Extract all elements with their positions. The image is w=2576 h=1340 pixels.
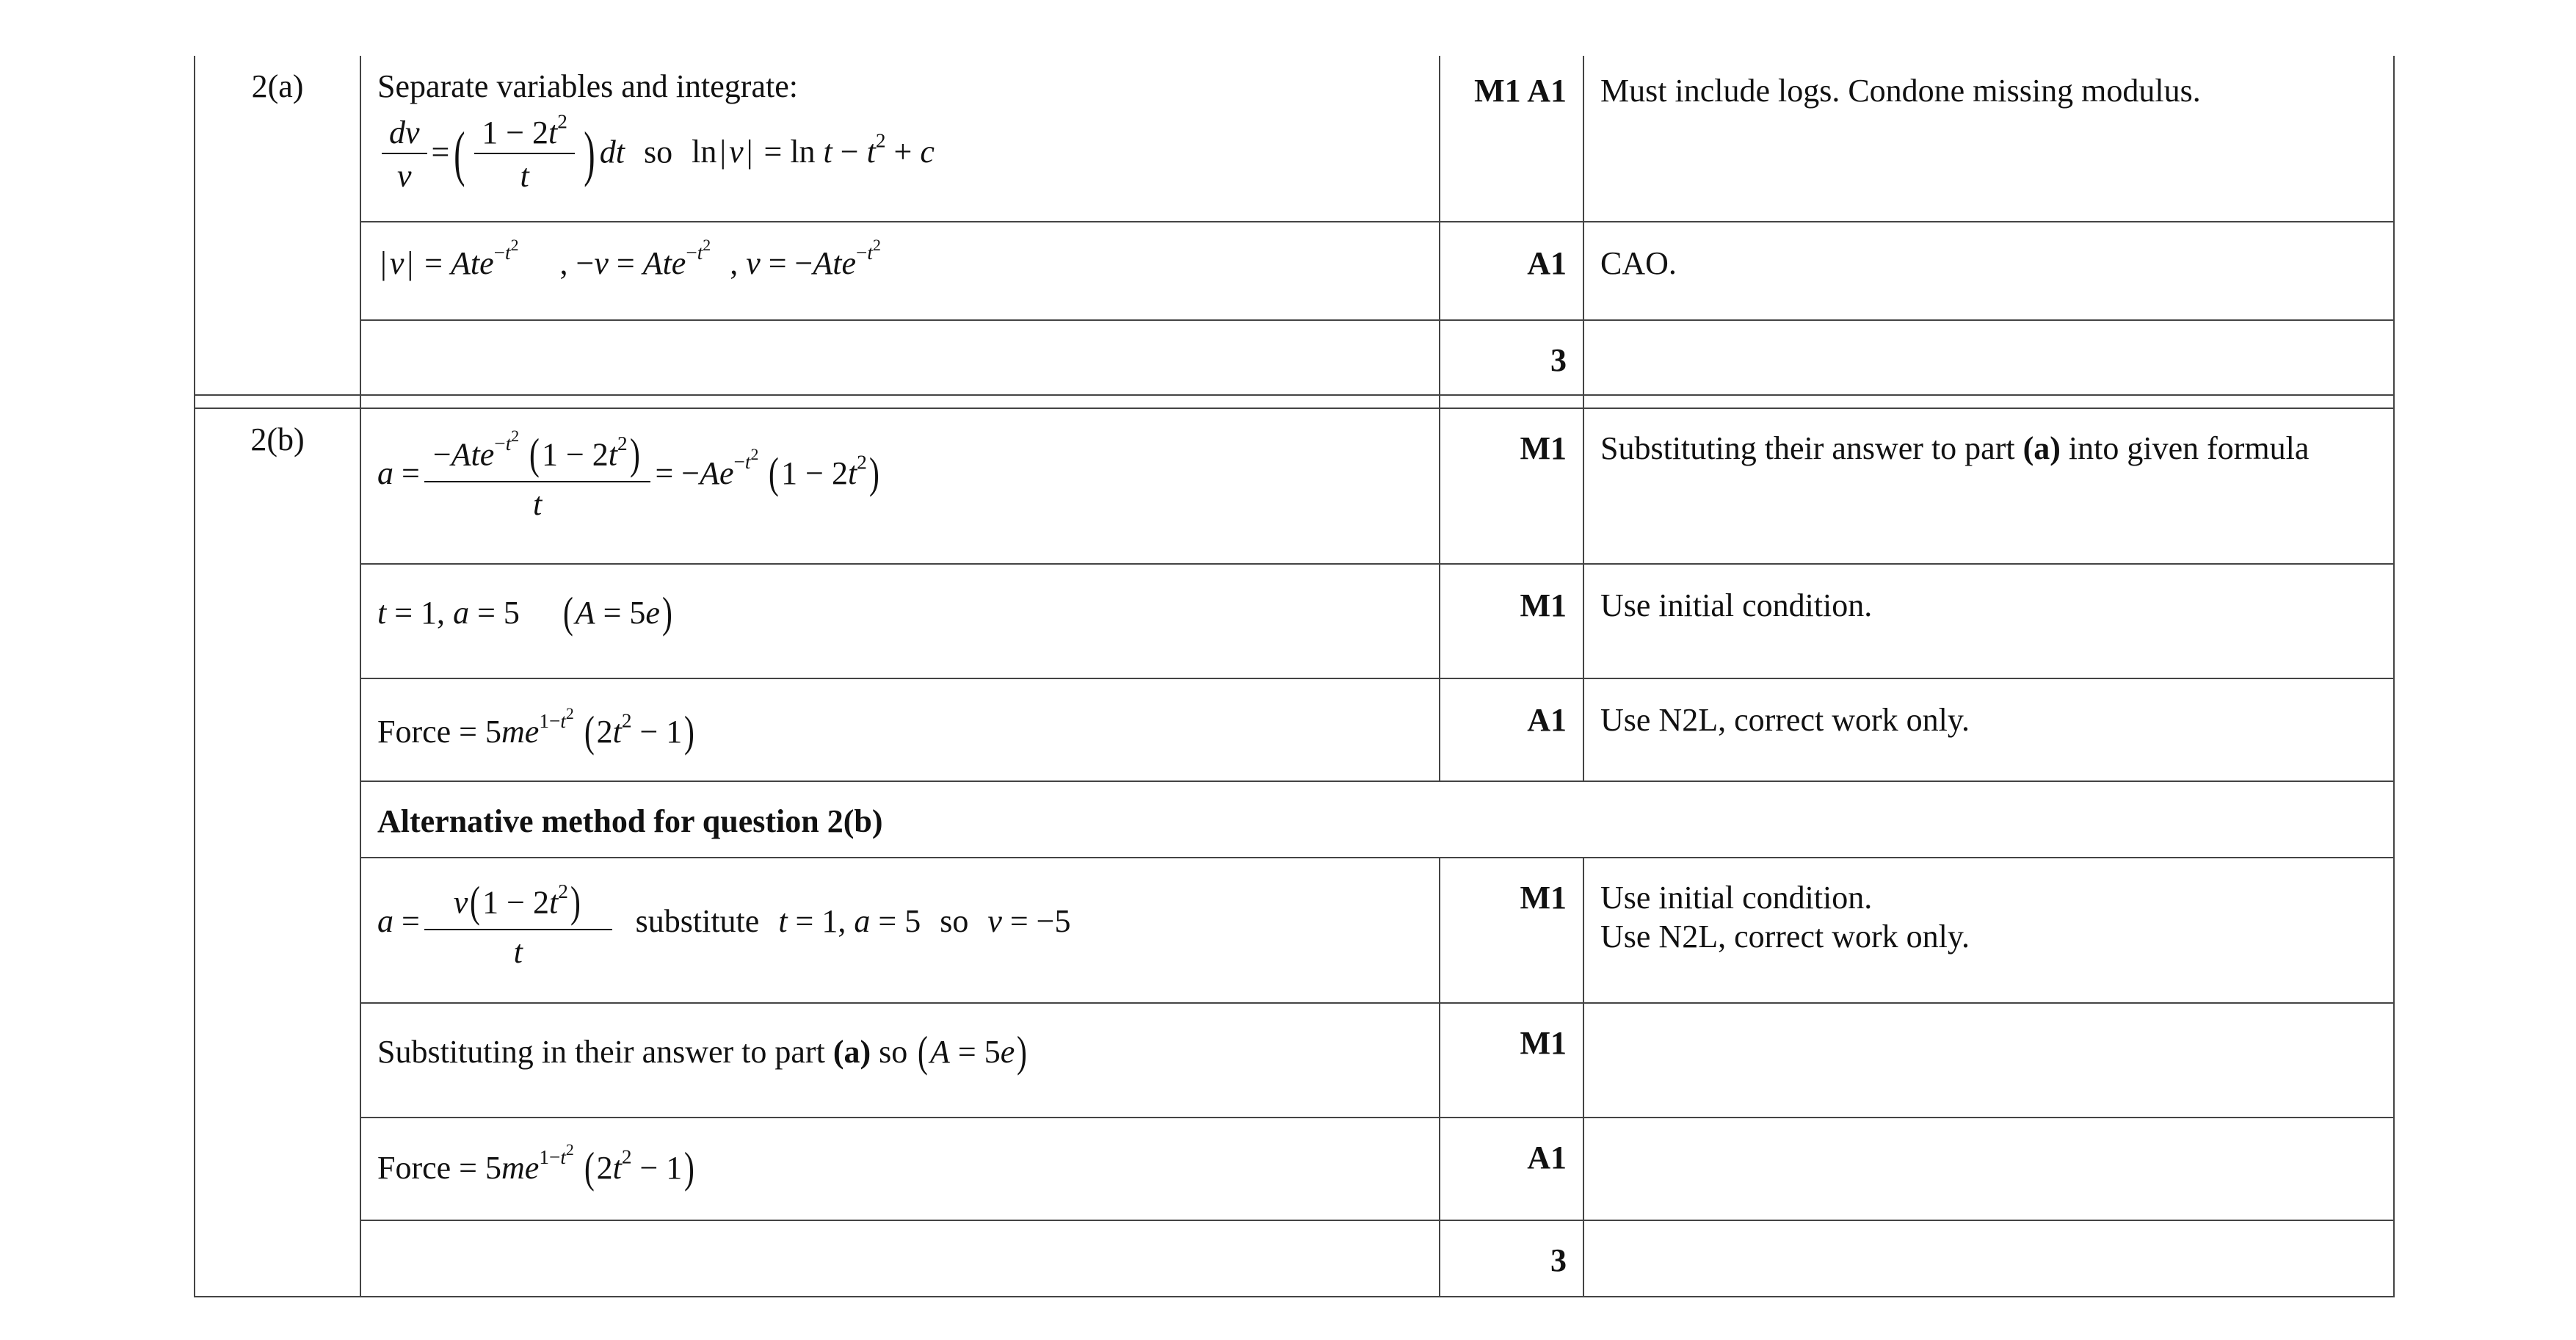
q2a-row-total — [195, 320, 2394, 395]
q2a-so-word: so — [643, 134, 673, 170]
q2a-mark-1: M1 A1 — [1440, 56, 1583, 222]
q2b-alt-working-2: Substituting in their answer to part (a) so (A = 5e) — [360, 1003, 1440, 1118]
q2a-solution-formula: |v| = Ate$^{-t^2}$, −v = Ate$^{-t^2}$, v = −Ate$^{-t^2}$ — [380, 236, 881, 281]
q2b-alt-mark-2: M1 — [1440, 1003, 1583, 1118]
q2a-note-2: CAO. — [1583, 222, 2394, 320]
one-minus-2t2-over-t: $\frac{1 - 2t^2}{t}$ — [474, 112, 575, 198]
q2b-alt-force-formula: Force = $5me^{1-t^2}$ $(2t^2 - 1)$ — [377, 1140, 695, 1192]
q2b-alt-mark-3: A1 — [1440, 1118, 1583, 1220]
q2b-force-formula: Force = $5me^{1-t^2}$ $(2t^2 - 1)$ — [377, 704, 695, 756]
alt-method-heading: Alternative method for question 2(b) — [360, 781, 2394, 858]
q2b-working-1 — [360, 408, 1440, 564]
q2b-question-cell — [195, 408, 360, 1297]
q2b-note-3: Use N2L, correct work only. — [1583, 678, 2394, 781]
q2b-row-initial-condition — [195, 564, 2394, 678]
q2b-question-label: 2(b) — [250, 421, 305, 457]
q2a-row-integrate — [195, 56, 2394, 222]
q2b-note-1: Substituting their answer to part (a) into given formula — [1583, 408, 2394, 564]
q2a-total-marks: 3 — [1440, 320, 1583, 395]
q2b-total-marks: 3 — [1440, 1220, 1583, 1297]
q2a-question-cell — [195, 56, 360, 395]
q2b-row-alt-heading — [195, 781, 2394, 858]
q2b-note-2: Use initial condition. — [1583, 564, 2394, 678]
q2a-intro-text: Separate variables and integrate: — [377, 68, 798, 104]
part-separator — [195, 395, 2394, 408]
mark-scheme-table — [194, 56, 2395, 1297]
q2b-row-alt-3 — [195, 1118, 2394, 1220]
q2b-row-acceleration — [195, 408, 2394, 564]
q2a-question-label: 2(a) — [251, 68, 304, 104]
q2b-row-force — [195, 678, 2394, 781]
q2b-alt-note-1: Use initial condition. Use N2L, correct work only. — [1583, 858, 2394, 1003]
q2a-working-1 — [360, 56, 1440, 222]
q2a-working-2 — [360, 222, 1440, 320]
q2a-separation-formula: $\frac{dv}{v}$ =( $\frac{1 - 2t^2}{t}$ ) dt so $\ln|v| = \ln t - t^2 + c$ — [377, 112, 1423, 198]
q2b-row-total — [195, 1220, 2394, 1297]
dv-over-v: $\frac{dv}{v}$ — [382, 112, 427, 198]
q2b-acceleration-formula: a = $\frac{-Ate^{-t^2} (1 - 2t^2)}{t}$ = $-Ae^{-t^2}$ $(1 - 2t^2)$ — [377, 427, 879, 523]
q2b-alt-working-1 — [360, 858, 1440, 1003]
q2b-mark-2: M1 — [1440, 564, 1583, 678]
q2b-row-alt-1 — [195, 858, 2394, 1003]
q2a-mark-2: A1 — [1440, 222, 1583, 320]
q2b-row-alt-2 — [195, 1003, 2394, 1118]
q2b-mark-1: M1 — [1440, 408, 1583, 564]
q2b-working-3 — [360, 678, 1440, 781]
q2b-initial-condition: t = 1, a = 5 (A = 5e) — [377, 588, 672, 637]
q2b-alt-mark-1: M1 — [1440, 858, 1583, 1003]
q2b-alt-working-3 — [360, 1118, 1440, 1220]
q2b-working-2 — [360, 564, 1440, 678]
q2a-note-1: Must include logs. Condone missing modulus. — [1583, 56, 2394, 222]
q2b-alt-acceleration-formula: a = $\frac{v(1 - 2t^2)}{t}$ substitute t = 1, a = 5 so v = −5 — [377, 903, 1071, 939]
q2a-row-solution — [195, 222, 2394, 320]
q2b-mark-3: A1 — [1440, 678, 1583, 781]
